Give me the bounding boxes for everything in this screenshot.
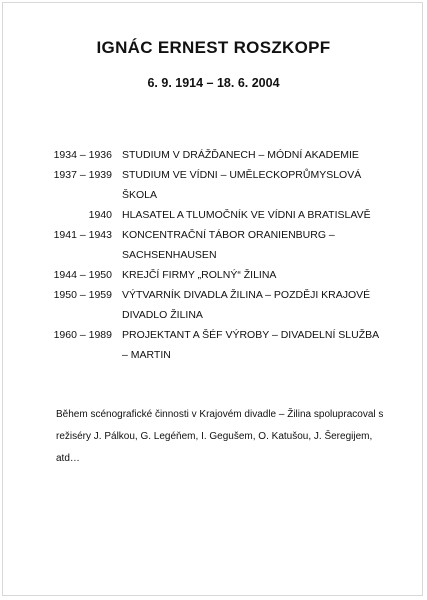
timeline-description: PROJEKTANT A ŠÉF VÝROBY – DIVADELNÍ SLUŽBA – MARTIN bbox=[122, 329, 379, 361]
timeline-description: KREJČÍ FIRMY „ROLNÝ“ ŽILINA bbox=[122, 269, 277, 281]
timeline-entry bbox=[0, 265, 427, 285]
timeline-period: 1944 – 1950 bbox=[53, 269, 112, 281]
timeline-period: 1950 – 1959 bbox=[53, 289, 112, 301]
timeline-period: 1940 bbox=[88, 209, 112, 221]
timeline-entry bbox=[0, 325, 427, 365]
timeline-period: 1934 – 1936 bbox=[53, 149, 112, 161]
life-dates: 6. 9. 1914 – 18. 6. 2004 bbox=[147, 76, 280, 90]
timeline-entry bbox=[0, 145, 427, 165]
timeline-description: STUDIUM V DRÁŽĎANECH – MÓDNÍ AKADEMIE bbox=[122, 149, 359, 161]
timeline-entry bbox=[0, 165, 427, 205]
page-title: IGNÁC ERNEST ROSZKOPF bbox=[96, 38, 331, 57]
timeline-period: 1937 – 1939 bbox=[53, 169, 112, 181]
timeline-entry bbox=[0, 225, 427, 265]
timeline-period: 1960 – 1989 bbox=[53, 329, 112, 341]
timeline-description: HLASATEL A TLUMOČNÍK VE VÍDNI A BRATISLAVĚ bbox=[122, 209, 371, 221]
timeline-entry bbox=[0, 205, 427, 225]
timeline bbox=[0, 145, 427, 365]
timeline-description: STUDIUM VE VÍDNI – UMĚLECKOPRŮMYSLOVÁ ŠKOLA bbox=[122, 169, 362, 201]
timeline-entry bbox=[0, 285, 427, 325]
timeline-description: VÝTVARNÍK DIVADLA ŽILINA – POZDĚJI KRAJOVÉ DIVADLO ŽILINA bbox=[122, 289, 371, 321]
collaboration-note: Během scénografické činnosti v Krajovém divadle – Žilina spolupracoval s režiséry J. Pálkou, G. Legéňem, I. Gegušem, O. Katušou, J. Šeregijem, atd… bbox=[56, 409, 384, 464]
timeline-period: 1941 – 1943 bbox=[53, 229, 112, 241]
timeline-description: KONCENTRAČNÍ TÁBOR ORANIENBURG – SACHSENHAUSEN bbox=[122, 229, 335, 261]
